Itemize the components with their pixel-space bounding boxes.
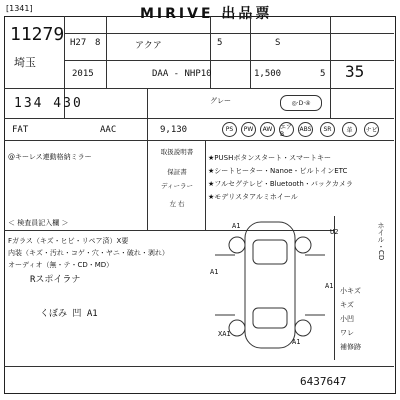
displacement: 1,500 (254, 69, 282, 79)
selling-point-3: ★フルセグテレビ・Bluetooth・バックカメラ (208, 180, 353, 188)
prefecture: 埼玉 (14, 56, 36, 69)
recycle-fee: 9,130 (160, 125, 188, 135)
damage-mark-1: A1 (232, 222, 241, 230)
legend-item: 小キズ (340, 287, 361, 295)
seat-count: 5 (320, 69, 326, 79)
badge-leather: 革 (342, 122, 357, 137)
door-count: 5 (217, 38, 223, 48)
first-reg-month: 8 (95, 38, 101, 48)
fuel-type: FAT (12, 125, 29, 135)
selling-point-2: ★シートヒーター・Nanoe・ビルトインETC (208, 167, 348, 175)
legend-item: 小凹 (340, 315, 354, 323)
legend-item: ワレ (340, 329, 354, 337)
era-year: H27 (70, 38, 87, 48)
badge-abs: ABS (298, 122, 313, 137)
lot-small-number: 1341 (9, 4, 30, 13)
damage-mark-4: A1 (292, 338, 301, 346)
model-name: アクア (135, 41, 162, 51)
equipment-note: @キーレス連動格納ミラー (8, 153, 92, 161)
grade-label: グレー (210, 97, 231, 105)
model-code: DAA - NHP10 (152, 69, 212, 79)
handwritten-note-a: Rスポイラナ (30, 275, 81, 285)
first-reg-year: 2015 (72, 69, 94, 79)
document-dealer: ディーラー (161, 181, 193, 190)
legend-column (340, 222, 390, 352)
mileage: 134 430 (14, 96, 83, 111)
badge-navi: ナビ (364, 122, 379, 137)
badge-ps: PS (222, 122, 237, 137)
badge-pw: PW (241, 122, 256, 137)
damage-mark-6: XA1 (218, 330, 231, 338)
damage-mark-3: A1 (325, 282, 334, 290)
document-warranty: 保証書 (167, 167, 187, 176)
sheet-title: MIRIVE 出品票 (140, 6, 273, 22)
badge-sr: SR (320, 122, 335, 137)
lot-number: 11279 (10, 24, 65, 45)
legend-item: 補修跡 (340, 343, 361, 351)
damage-mark-5: U2 (330, 228, 339, 236)
handwritten-code: 35 (345, 62, 365, 81)
interior-line: 内装（キズ・汚れ・コゲ・穴・ヤニ・破れ・剥れ） (8, 249, 169, 257)
handwritten-note-b: くぼみ 凹 A1 (40, 309, 98, 319)
selling-point-4: ★モデリスタアルミホイール (208, 193, 298, 201)
legend-item: ホイル・CD (377, 222, 385, 261)
badge-airbag: エアB (280, 123, 293, 138)
damage-mark-2: A1 (210, 268, 219, 276)
legend-item: キズ (340, 301, 354, 309)
door-count-circle: ◎·D·④ (280, 95, 322, 111)
document-manual: 取扱説明書 (160, 147, 194, 156)
audio-line: オーディオ（無・テ・CD・MD） (8, 261, 114, 269)
windshield-line: Fガラス（キズ・ヒビ・リペア済）X要 (8, 237, 129, 245)
selling-point-1: ★PUSHボタンスタート・スマートキー (208, 154, 331, 162)
badge-aw: AW (260, 122, 275, 137)
handle-side: 左 右 (169, 199, 185, 208)
inspection-heading: ＜ 検査員記入欄 ＞ (8, 219, 69, 227)
grade: S (275, 38, 281, 48)
aircon-type: AAC (100, 125, 117, 135)
lot-small-box: [1341] (6, 4, 33, 13)
stock-number: 6437647 (300, 375, 347, 388)
